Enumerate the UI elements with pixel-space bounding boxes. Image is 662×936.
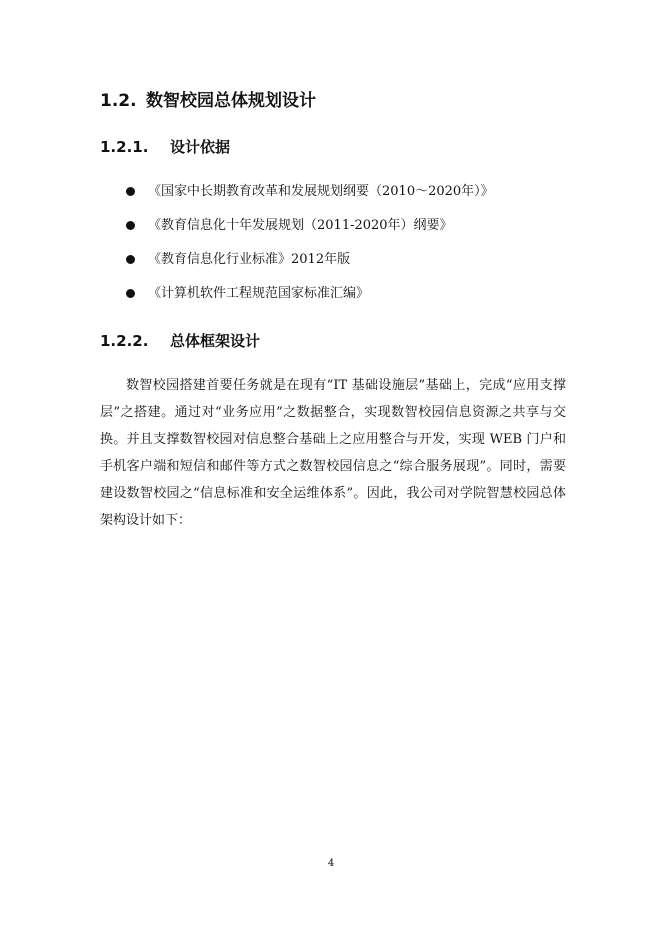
- subsection-title: 设计依据: [170, 138, 231, 156]
- design-basis-list: [126, 182, 494, 318]
- bullet-icon: [126, 255, 135, 264]
- section-heading: [100, 86, 316, 111]
- list-item-text: 《计算机软件工程规范国家标准汇编》: [148, 286, 370, 301]
- subsection-title: 总体框架设计: [170, 332, 261, 350]
- list-item: [126, 284, 494, 318]
- subsection-heading-design-basis: [100, 136, 230, 157]
- list-item: [126, 216, 494, 250]
- list-item-text: 《国家中长期教育改革和发展规划纲要（2010～2020年）》: [148, 184, 494, 199]
- page-number: 4: [327, 858, 335, 869]
- subsection-number: 1.2.2.: [100, 332, 149, 350]
- bullet-icon: [126, 289, 135, 298]
- list-item: [126, 250, 494, 284]
- section-number: 1.2.: [100, 91, 137, 111]
- subsection-number: 1.2.1.: [100, 138, 149, 156]
- list-item-text: 《教育信息化行业标准》2012年版: [148, 252, 351, 267]
- bullet-icon: [126, 187, 135, 196]
- framework-paragraph: 数智校园搭建首要任务就是在现有“IT 基础设施层”基础上，完成“应用支撑层”之搭建。通过对“业务应用”之数据整合，实现数智校园信息资源之共享与交换。并且支撑数智校园对信息整合基础上之应用整合与开发，实现 WEB 门户和手机客户端和短信和邮件等方式之数智校园信息之“综合服务展现”。同时，需要建设数智校园之“信息标准和安全运维体系”。因此，我公司对学院智慧校园总体架构设计如下：: [100, 378, 566, 528]
- list-item-text: 《教育信息化十年发展规划（2011-2020年）纲要》: [148, 218, 453, 233]
- list-item: [126, 182, 494, 216]
- subsection-heading-framework: [100, 330, 260, 351]
- section-title: 数智校园总体规划设计: [146, 91, 316, 111]
- bullet-icon: [126, 221, 135, 230]
